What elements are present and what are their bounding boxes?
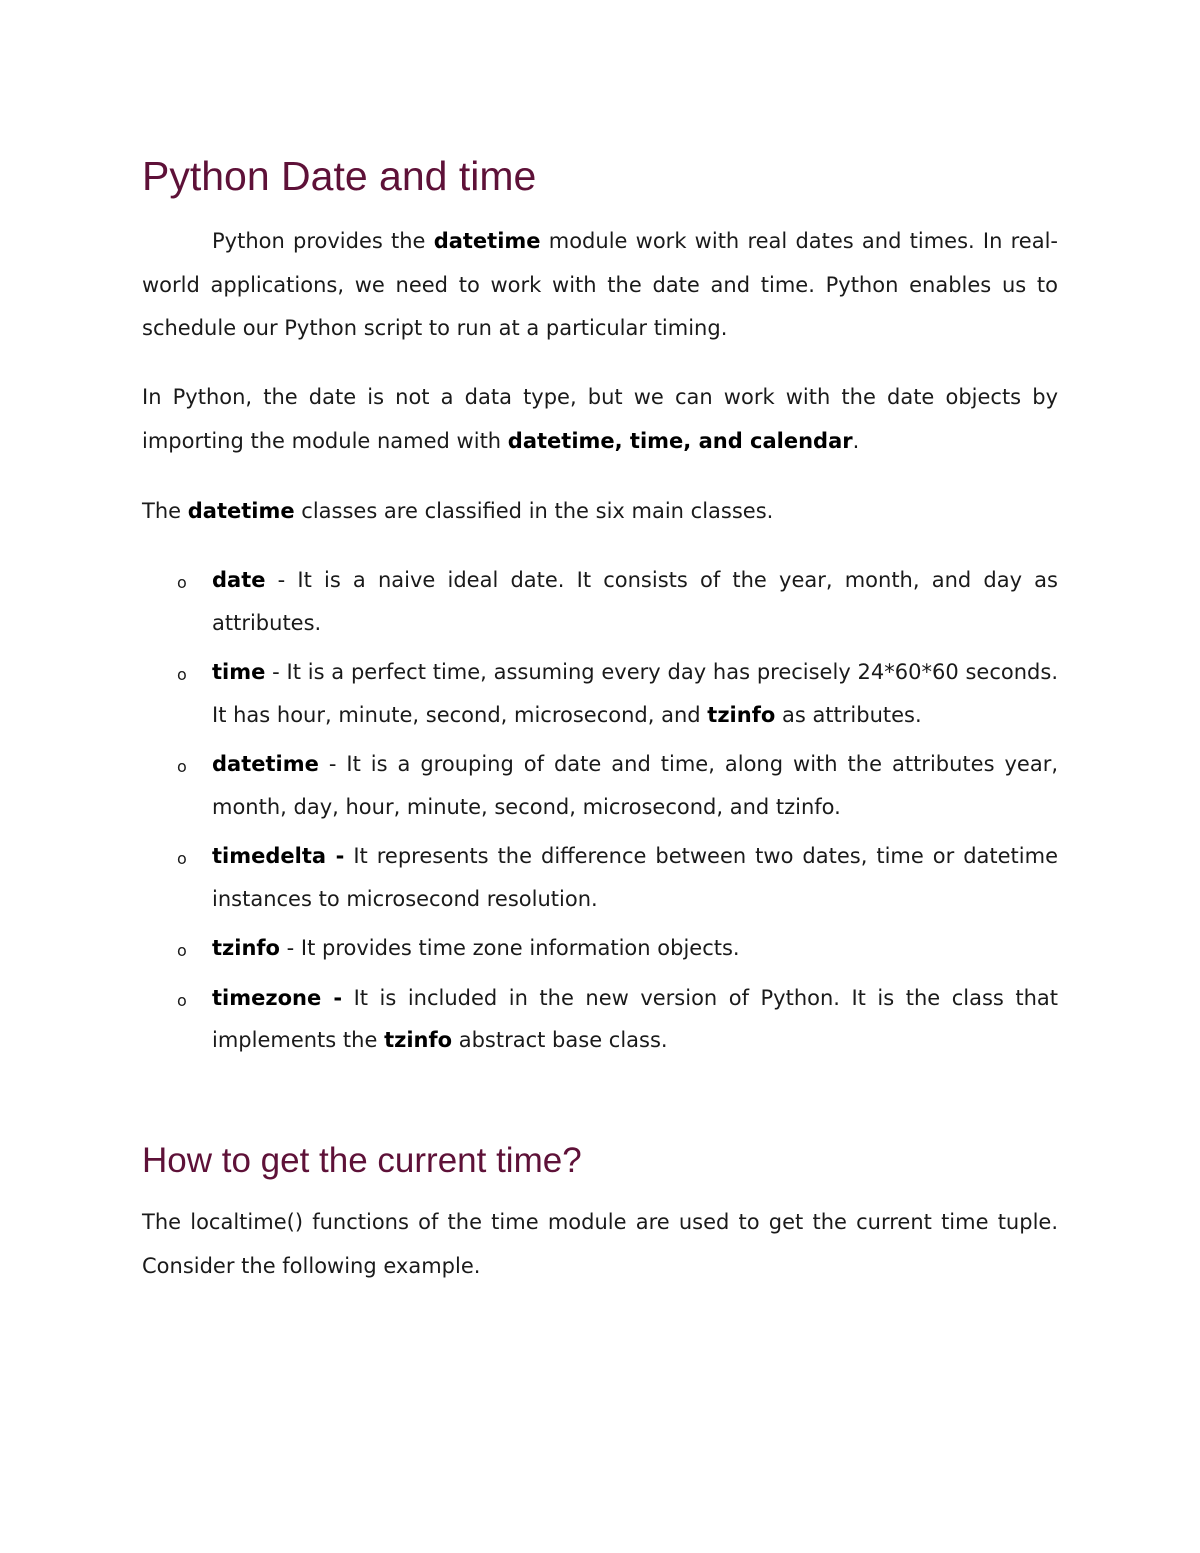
list-item-timezone: [142, 977, 1058, 1062]
bullet-icon: o: [177, 941, 187, 960]
bullet-icon: o: [177, 573, 187, 592]
class-desc-date: - It is a naive ideal date. It consists of the year, month, and day as attributes.: [212, 568, 1058, 635]
bullet-icon: o: [177, 665, 187, 684]
class-name-time: time: [212, 660, 266, 684]
types-text-2: .: [852, 428, 860, 453]
classes-text-2: classes are classified in the six main classes.: [294, 499, 774, 523]
class-name-timezone: timezone -: [212, 985, 343, 1010]
classes-paragraph: [142, 490, 1058, 534]
class-name-tzinfo: tzinfo: [212, 936, 280, 960]
class-desc-time-1: - It is a perfect time, assuming every day has precisely 24*60*60 seconds. It has hour, minute, second, microsecond, and: [212, 660, 1058, 727]
class-desc-timedelta: It represents the difference between two dates, time or datetime instances to microsecond resolution.: [212, 844, 1058, 911]
intro-text-2: module work with real dates and times. In real-world applications, we need to work with the date and time. Python enables us to schedule our Python script to run at a particular timing.: [142, 229, 1058, 340]
list-item-datetime: [142, 743, 1058, 828]
classes-list: [142, 559, 1058, 1069]
intro-text-1: Python provides the: [212, 229, 434, 253]
classes-text-1: The: [142, 499, 188, 523]
class-desc-time-2: as attributes.: [775, 702, 922, 727]
bullet-icon: o: [177, 849, 187, 868]
section-heading-current-time: How to get the current time?: [142, 1141, 582, 1180]
page-title: Python Date and time: [142, 153, 537, 199]
types-paragraph: [142, 376, 1058, 463]
class-desc-timezone-2: abstract base class.: [452, 1028, 668, 1052]
class-desc-tzinfo: - It provides time zone information objects.: [279, 936, 740, 960]
bullet-icon: o: [177, 757, 187, 776]
list-item-timedelta: [142, 835, 1058, 920]
class-bold-tzinfo-2: tzinfo: [384, 1028, 453, 1052]
types-bold-modules: datetime, time, and calendar: [507, 428, 853, 453]
class-desc-datetime: - It is a grouping of date and time, along with the attributes year, month, day, hour, minute, second, microsecond, and tzinfo.: [212, 752, 1058, 819]
list-item-time: [142, 651, 1058, 736]
class-desc-timezone-1: It is included in the new version of Python. It is the class that implements the: [212, 985, 1058, 1052]
list-item-tzinfo: [142, 927, 1058, 970]
class-bold-tzinfo: tzinfo: [707, 702, 776, 727]
bullet-icon: o: [177, 990, 187, 1010]
class-name-datetime: datetime: [212, 752, 319, 776]
class-name-date: date: [212, 568, 266, 592]
intro-paragraph: [142, 220, 1058, 351]
types-text-1: In Python, the date is not a data type, but we can work with the date objects by importing the module named with: [142, 385, 1058, 453]
class-name-timedelta: timedelta -: [212, 844, 345, 868]
intro-bold-datetime: datetime: [433, 229, 541, 253]
classes-bold-datetime: datetime: [187, 499, 295, 523]
list-item-date: [142, 559, 1058, 644]
localtime-paragraph: The localtime() functions of the time module are used to get the current time tuple. Consider the following example.: [142, 1210, 1058, 1278]
